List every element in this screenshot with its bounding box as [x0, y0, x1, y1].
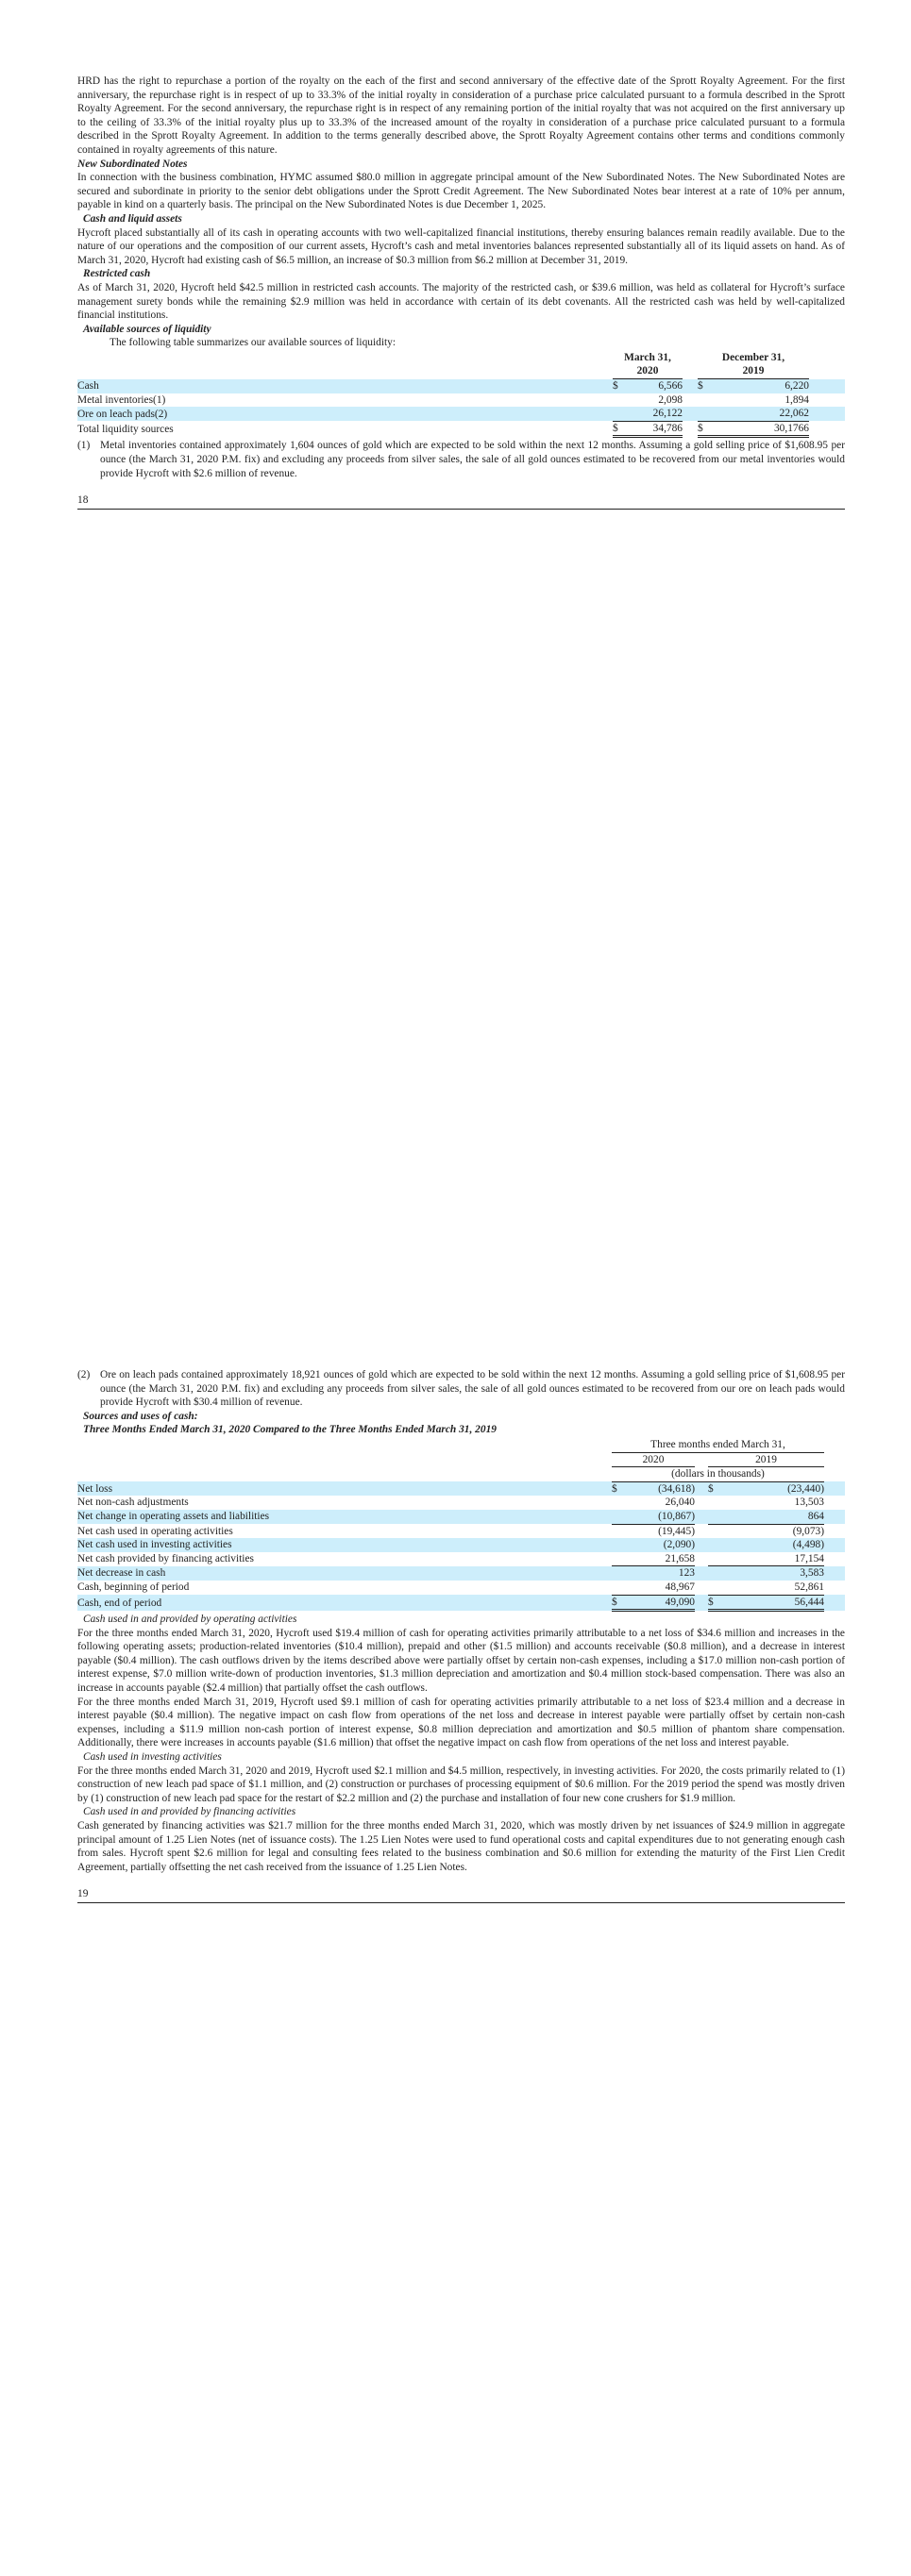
col-header-2019: 2019: [742, 365, 765, 377]
footnote-1: [77, 439, 845, 480]
table-row: [77, 421, 845, 437]
dollar-sign: $: [612, 1595, 625, 1611]
heading-new-subordinated-notes: New Subordinated Notes: [77, 158, 188, 170]
row-label: Ore on leach pads(2): [77, 407, 613, 421]
value-2020: 26,122: [622, 407, 683, 421]
row-label: Cash, end of period: [77, 1595, 612, 1611]
table-row: [77, 393, 845, 408]
dollar-sign: $: [612, 1481, 625, 1496]
table-row: [77, 1496, 845, 1510]
heading-investing-activities: Cash used in investing activities: [83, 1751, 222, 1764]
table-row: [77, 1481, 845, 1496]
dollar-sign: $: [698, 379, 707, 393]
footnote-label: (1): [77, 440, 91, 452]
col-header-december-31: December 31,: [721, 351, 785, 363]
value-2020: 49,090: [625, 1595, 695, 1611]
page-number-18: 18: [77, 480, 845, 510]
col-header-march-31: March 31,: [624, 351, 671, 363]
value-2019: 864: [721, 1510, 824, 1524]
table-row: [77, 407, 845, 421]
row-label: Net loss: [77, 1481, 612, 1496]
value-2020: (34,618): [625, 1481, 695, 1496]
value-2019: 30,1766: [707, 421, 809, 437]
heading-three-months-comparison: Three Months Ended March 31, 2020 Compared to the Three Months Ended March 31, 2019: [83, 1424, 497, 1436]
table-row: [77, 1595, 845, 1611]
cashflow-table: [77, 1438, 845, 1612]
investing-activities-paragraph: For the three months ended March 31, 2020 and 2019, Hycroft used $2.1 million and $4.5 million, respectively, in investing activities. For 2020, the costs primarily related to (1) construction of new leach pad space of $1.1 million, and (2) construction or purchases of processing equipment of $0.6 million. For the 2019 period the spend was mostly driven by (1) construction of new leach pad space for the restart of $2.2 million and (2) the purchase and installation of four new cone crushers for $1.9 million.: [77, 1765, 845, 1804]
table-row: [77, 1566, 845, 1581]
value-2020: (10,867): [625, 1510, 695, 1524]
value-2020: (19,445): [658, 1525, 695, 1537]
liquidity-table: [77, 351, 845, 439]
row-label: Cash: [77, 379, 613, 393]
value-2019: 1,894: [784, 393, 809, 406]
value-2020: 48,967: [625, 1581, 695, 1595]
restricted-cash-paragraph: As of March 31, 2020, Hycroft held $42.5 million in restricted cash accounts. The majority of the restricted cash, or $39.6 million, was held as collateral for Hycroft’s surface management surety bonds while the remaining $2.9 million was held in accordance with certain of its debt covenants. All the restricted cash was held by well-capitalized financial institutions.: [77, 281, 845, 322]
col-header-2020: 2020: [612, 1452, 695, 1467]
value-2019: 3,583: [721, 1566, 824, 1581]
value-2019: 17,154: [721, 1552, 824, 1566]
value-2020: (2,090): [625, 1538, 695, 1552]
royalty-repurchase-paragraph: HRD has the right to repurchase a portion of the royalty on the each of the first and second anniversary of the effective date of the Sprott Royalty Agreement. For the first anniversary, the repurchase right is in respect of up to 33.3% of the initial royalty in consideration of a purchase price calculated pursuant to a formula described in the Sprott Royalty Agreement. For the second anniversary, the repurchase right is in respect of any remaining portion of the initial royalty that was not acquired on the first anniversary up to the ceiling of 33.3% of the initial royalty plus up to 33.3% of the increased amount of the royalty in consideration of a purchase price calculated pursuant to a formula described in the Sprott Royalty Agreement. In addition to the terms generally described above, the Sprott Royalty Agreement contains other terms and conditions commonly contained in royalty agreements of this nature.: [77, 75, 845, 156]
footnote-label: (2): [77, 1369, 91, 1380]
value-2020: 21,658: [625, 1552, 695, 1566]
table-row: [77, 379, 845, 393]
table-row: [77, 1538, 845, 1552]
new-subordinated-notes-paragraph: In connection with the business combination, HYMC assumed $80.0 million in aggregate principal amount of the New Subordinated Notes. The New Subordinated Notes are secured and subordinate in priority to the senior debt obligations under the Sprott Credit Agreement. The New Subordinated Notes bear interest at a rate of 10% per annum, payable in kind on a quarterly basis. The principal on the New Subordinated Notes is due December 1, 2025.: [77, 172, 845, 211]
row-label: Net cash used in investing activities: [77, 1538, 612, 1552]
footnote-text: Metal inventories contained approximately 1,604 ounces of gold which are expected to be sold within the next 12 months. Assuming a gold selling price of $1,608.95 per ounce (the March 31, 2020 P.M. fix) and excluding any proceeds from silver sales, the sale of all gold ounces estimated to be recovered from our metal inventories would provide Hycroft with $2.6 million of revenue.: [100, 440, 845, 479]
table-row: [77, 1510, 845, 1524]
row-label: Net decrease in cash: [77, 1566, 612, 1581]
heading-financing-activities: Cash used in and provided by financing activities: [83, 1806, 296, 1818]
col-header-2019: 2019: [708, 1452, 824, 1467]
footnote-text: Ore on leach pads contained approximately 18,921 ounces of gold which are expected to be sold within the next 12 months. Assuming a gold selling price of $1,608.95 per ounce (the March 31, 2020 P.M. fix) and excluding any proceeds from silver sales, the sale of all gold ounces estimated to be recovered from our ore on leach pads would provide Hycroft with $30.4 million of revenue.: [100, 1369, 845, 1409]
row-label: Net cash provided by financing activities: [77, 1553, 254, 1565]
value-2019: 22,062: [707, 407, 809, 421]
value-2019: (9,073): [792, 1525, 824, 1537]
dollar-sign: $: [613, 421, 622, 437]
dollar-sign: $: [698, 421, 707, 437]
row-label: Net non-cash adjustments: [77, 1497, 189, 1509]
operating-activities-paragraph-2020: For the three months ended March 31, 2020, Hycroft used $19.4 million of cash for operating activities primarily attributable to a net loss of $34.6 million and increases in the following operating assets; production-related inventories ($10.4 million), prepaid and other ($1.5 million) and accounts receivable ($0.8 million), and a decrease in interest payable ($0.4 million). The cash outflows driven by the items described above were partially offset by certain non-cash expenses, including a $17.0 million non-cash portion of interest expense, $7.0 million write-down of production inventories, $1.3 million depreciation and amortization and $0.4 million stock-based compensation. There was also an increase in accounts payable ($2.4 million) that partially offset the cash outflows.: [77, 1627, 845, 1695]
operating-activities-paragraph-2019: For the three months ended March 31, 2019, Hycroft used $9.1 million of cash for operating activities primarily attributable to a net loss of $23.4 million and a decrease in interest payable ($0.4 million). The negative impact on cash flow from operations of the net loss and decrease in interest payable were partially offset by certain non-cash expenses, including a $11.9 million non-cash portion of interest expense, $0.8 million depreciation and amortization and $0.5 million of phantom share compensation. Additionally, there were increases in accounts payable ($1.6 million) that offset the negative impact on cash flow from operations of the net loss and interest payable.: [77, 1696, 845, 1749]
heading-cash-and-liquid-assets: Cash and liquid assets: [83, 212, 182, 225]
value-2020: 34,786: [622, 421, 683, 437]
dollar-sign: $: [613, 379, 622, 393]
page-number-19: 19: [77, 1874, 845, 1903]
value-2019: (4,498): [721, 1538, 824, 1552]
value-2019: 6,220: [707, 379, 809, 393]
table-row: [77, 1552, 845, 1566]
units-header: (dollars in thousands): [671, 1468, 765, 1480]
value-2020: 6,566: [622, 379, 683, 393]
value-2019: 52,861: [721, 1581, 824, 1595]
table-row: [77, 1524, 845, 1538]
table-row: [77, 1581, 845, 1595]
page-18: [77, 75, 845, 510]
liquidity-table-intro: The following table summarizes our available sources of liquidity:: [110, 337, 396, 349]
row-label: Net change in operating assets and liabilities: [77, 1510, 612, 1524]
col-header-2020: 2020: [636, 365, 659, 377]
page-19: [77, 1368, 845, 1903]
dollar-sign: $: [708, 1481, 721, 1496]
row-label: Net cash used in operating activities: [77, 1525, 233, 1537]
value-2019: 13,503: [794, 1497, 824, 1509]
cash-liquid-assets-paragraph: Hycroft placed substantially all of its cash in operating accounts with two well-capitalized financial institutions, thereby ensuring balances remain readily available. Due to the nature of our operations and the composition of our current assets, Hycroft’s cash and metal inventories balances represented substantially all of its liquid assets on hand. As of March 31, 2020, Hycroft had existing cash of $6.5 million, an increase of $0.3 million from $6.2 million at December 31, 2019.: [77, 226, 845, 266]
row-label: Cash, beginning of period: [77, 1581, 190, 1594]
heading-operating-activities: Cash used in and provided by operating activities: [83, 1614, 297, 1626]
dollar-sign: $: [708, 1595, 721, 1611]
financing-activities-paragraph: Cash generated by financing activities was $21.7 million for the three months ended March 31, 2020, which was mostly driven by net issuances of $24.9 million in aggregate principal amount of 1.25 Lien Notes (net of issuance costs). The 1.25 Lien Notes were used to fund operational costs and capital expenditures due to not generating enough cash from sales. Hycroft spent $2.6 million for legal and consulting fees related to the business combination and $0.6 million for extending the maturity of the First Lien Credit Agreement, partially offsetting the net cash received from the issuance of 1.25 Lien Notes.: [77, 1820, 845, 1873]
value-2020: 2,098: [658, 393, 683, 406]
row-label: Metal inventories(1): [77, 393, 166, 406]
value-2019: (23,440): [721, 1481, 824, 1496]
value-2019: 56,444: [721, 1595, 824, 1611]
value-2020: 26,040: [665, 1497, 695, 1509]
heading-restricted-cash: Restricted cash: [83, 268, 151, 280]
footnote-2: [77, 1368, 845, 1410]
heading-sources-and-uses-of-cash: Sources and uses of cash:: [83, 1410, 198, 1422]
period-header: Three months ended March 31,: [650, 1438, 785, 1450]
heading-available-sources-of-liquidity: Available sources of liquidity: [83, 323, 211, 335]
row-label: Total liquidity sources: [77, 424, 174, 436]
value-2020: 123: [625, 1566, 695, 1581]
